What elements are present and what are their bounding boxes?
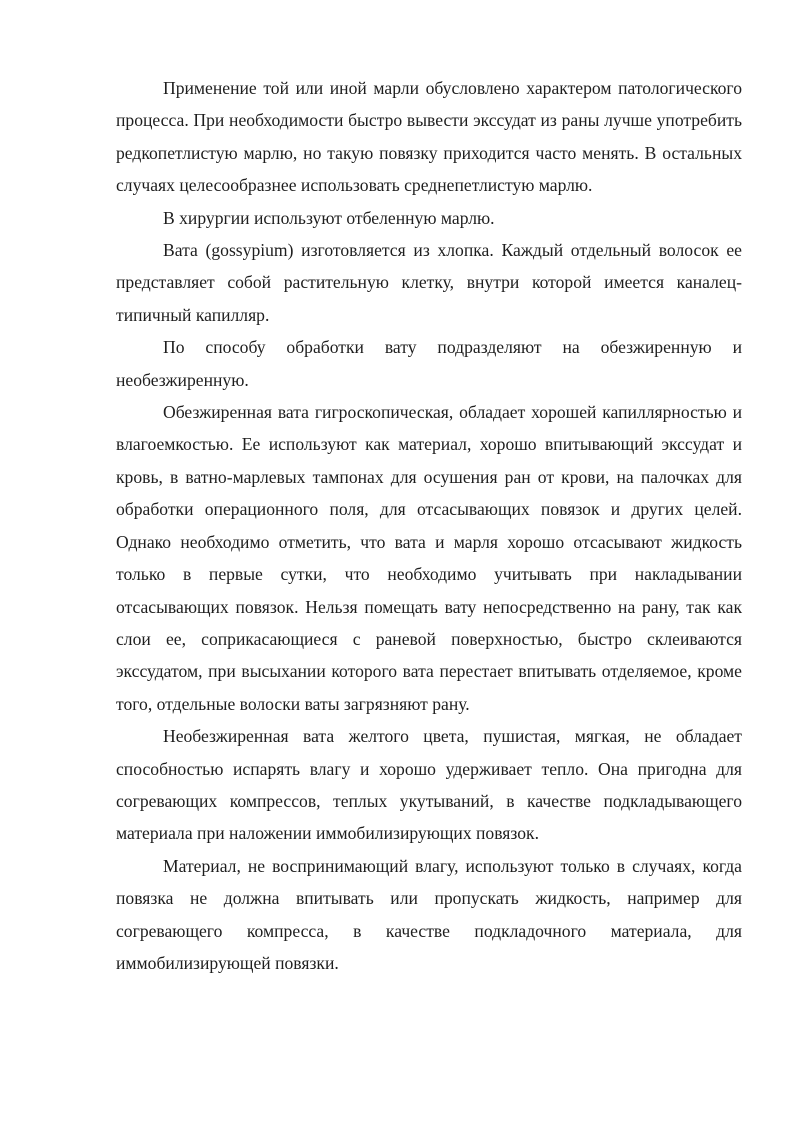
paragraph-non-absorbent-cotton: Необезжиренная вата желтого цвета, пушистая, мягкая, не обладает способностью испарять влагу и хорошо удерживает тепло. Она пригодна для согревающих компрессов, теплых укутываний, в качестве подкладывающего материала при наложении иммобилизирующих повязок.	[116, 726, 742, 844]
paragraph-gauze-choice: Применение той или иной марли обусловлено характером патологического процесса. При необходимости быстро вывести экссудат из раны лучше употребить редкопетлистую марлю, но такую повязку приходится часто менять. В остальных случаях целесообразнее использовать среднепетлистую марлю.	[116, 78, 742, 196]
paragraph-processing-methods: По способу обработки вату подразделяют на обезжиренную и необезжиренную.	[116, 337, 742, 390]
paragraph-cotton-wool: Вата (gossypium) изготовляется из хлопка. Каждый отдельный волосок ее представляет собой растительную клетку, внутри которой имеется каналец-типичный капилляр.	[116, 240, 742, 325]
paragraph-absorbent-cotton: Обезжиренная вата гигроскопическая, обладает хорошей капиллярностью и влагоемкостью. Ее используют как материал, хорошо впитывающий экссудат и кровь, в ватно-марлевых тампонах для осушения ран от крови, на палочках для обработки операционного поля, для отсасывающих повязок и других целей. Однако необходимо отметить, что вата и марля хорошо отсасывают жидкость только в первые сутки, что необходимо учитывать при накладывании отсасывающих повязок. Нельзя помещать вату непосредственно на рану, так как слои ее, соприкасающиеся с раневой поверхностью, быстро склеиваются экссудатом, при высыхании которого вата перестает впитывать отделяемое, кроме того, отдельные волоски ваты загрязняют рану.	[116, 402, 742, 714]
paragraph-bleached-gauze: В хирургии используют отбеленную марлю.	[163, 207, 495, 228]
paragraph-moisture-resistant-material: Материал, не воспринимающий влагу, используют только в случаях, когда повязка не должна впитывать или пропускать жидкость, например для согревающего компресса, в качестве подкладочного материала, для иммобилизирующей повязки.	[116, 855, 742, 973]
